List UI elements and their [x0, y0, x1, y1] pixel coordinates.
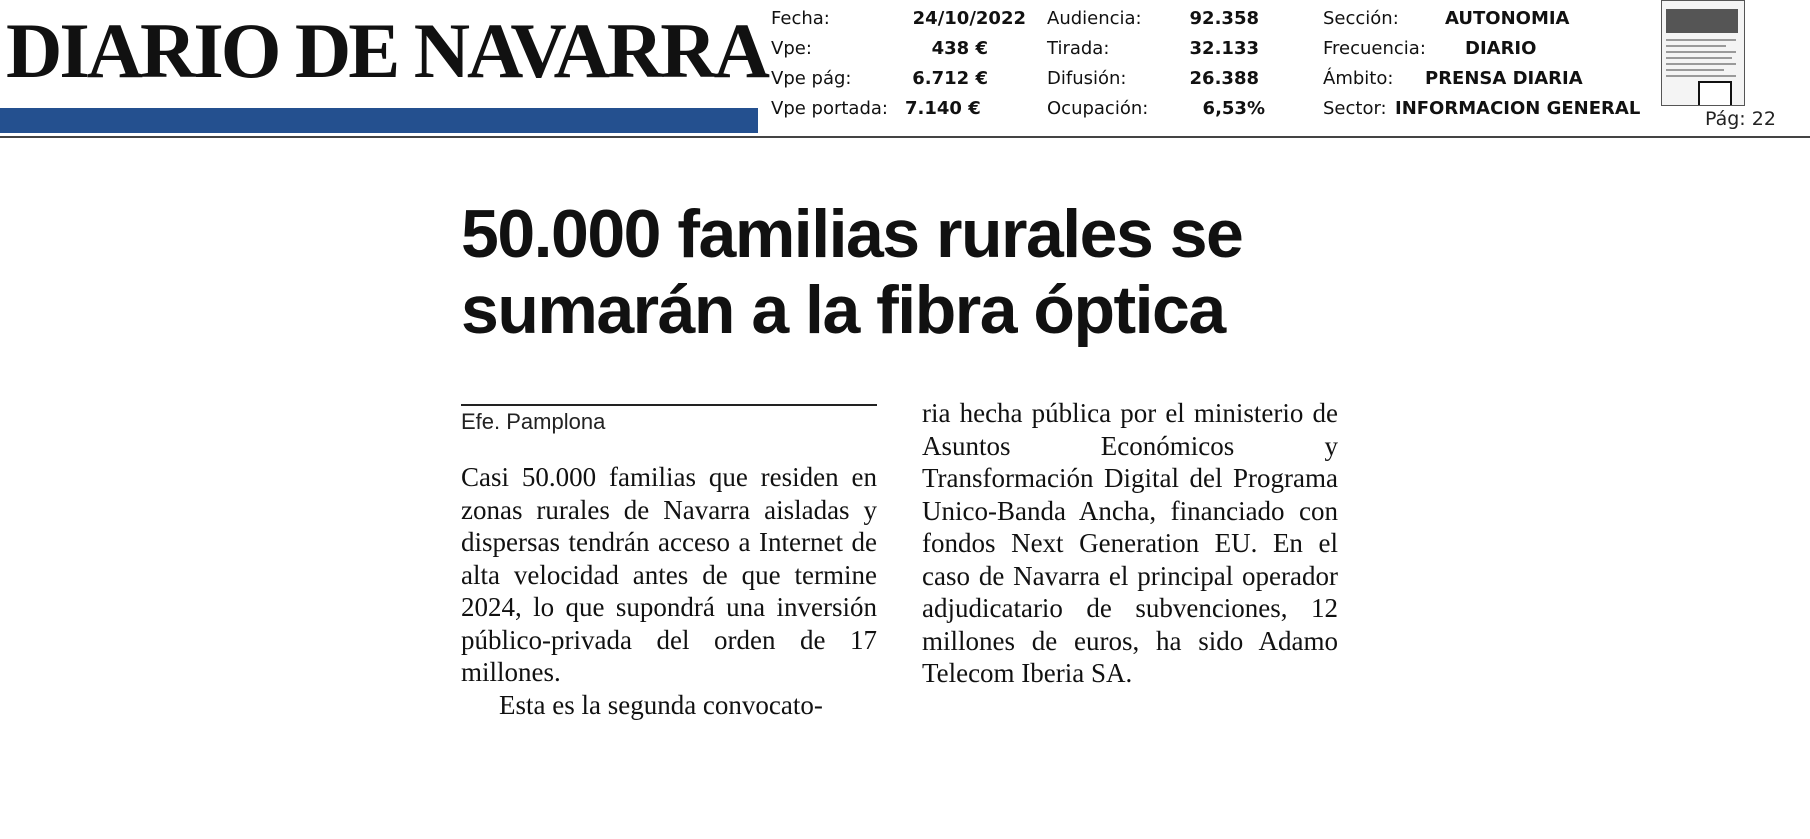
seccion-value: AUTONOMIA	[1445, 8, 1570, 29]
vpe-value: 438 €	[931, 38, 988, 59]
article-paragraph-2-continued: ria hecha pública por el ministerio de Asuntos Económicos y Transformación Digital del Programa Unico-Banda Ancha, financiado con fondos Next Generation EU. En el caso de Navarra el principal operador adjudicatario de subvenciones, 12 millones de euros, ha sido Adamo Telecom Iberia SA.	[922, 398, 1338, 688]
meta-row-audiencia	[1047, 4, 1265, 34]
frecuencia-value: DIARIO	[1465, 38, 1537, 59]
meta-row-vpe-pag	[771, 64, 1026, 94]
meta-row-ocupacion	[1047, 94, 1265, 124]
vpe-portada-label: Vpe portada:	[771, 98, 888, 119]
seccion-label: Sección:	[1323, 8, 1399, 29]
audiencia-label: Audiencia:	[1047, 8, 1142, 29]
meta-row-difusion	[1047, 64, 1265, 94]
meta-row-seccion	[1323, 4, 1663, 34]
article-headline	[461, 196, 1361, 348]
tirada-value: 32.133	[1189, 38, 1259, 59]
meta-column-2	[1047, 4, 1265, 124]
page-number: Pág: 22	[1705, 108, 1776, 130]
meta-row-ambito	[1323, 64, 1663, 94]
ambito-label: Ámbito:	[1323, 68, 1394, 89]
article-byline: Efe. Pamplona	[461, 409, 606, 434]
meta-row-frecuencia	[1323, 34, 1663, 64]
meta-row-tirada	[1047, 34, 1265, 64]
tirada-label: Tirada:	[1047, 38, 1110, 59]
sector-value: INFORMACION GENERAL	[1395, 98, 1641, 119]
meta-column-3	[1323, 4, 1663, 124]
vpe-label: Vpe:	[771, 38, 812, 59]
meta-row-sector	[1323, 94, 1663, 124]
fecha-label: Fecha:	[771, 8, 830, 29]
headline-line-2: sumarán a la fibra óptica	[461, 272, 1225, 348]
vpe-portada-value: 7.140 €	[905, 98, 981, 119]
meta-row-fecha	[771, 4, 1026, 34]
headline-line-1: 50.000 familias rurales se	[461, 196, 1243, 272]
difusion-value: 26.388	[1189, 68, 1259, 89]
audiencia-value: 92.358	[1189, 8, 1259, 29]
sector-label: Sector:	[1323, 98, 1387, 119]
difusion-label: Difusión:	[1047, 68, 1127, 89]
frecuencia-label: Frecuencia:	[1323, 38, 1426, 59]
vpe-pag-label: Vpe pág:	[771, 68, 852, 89]
ocupacion-label: Ocupación:	[1047, 98, 1149, 119]
fecha-value: 24/10/2022	[912, 8, 1026, 29]
article-paragraph-1: Casi 50.000 familias que residen en zonas rurales de Navarra aisladas y dispersas tendrán acceso a Internet de alta velocidad antes de que termine 2024, lo que supondrá una inversión público-privada del orden de 17 millones.	[461, 462, 877, 687]
meta-row-vpe-portada	[771, 94, 1026, 124]
article-column-left	[461, 461, 877, 721]
meta-row-vpe	[771, 34, 1026, 64]
article-paragraph-2-start: Esta es la segunda convocato-	[499, 689, 823, 720]
newspaper-logo: DIARIO DE NAVARRA	[6, 7, 767, 94]
vpe-pag-value: 6.712 €	[912, 68, 988, 89]
page-thumbnail	[1661, 0, 1745, 106]
thumbnail-article-highlight	[1698, 81, 1732, 106]
article-column-right	[922, 397, 1338, 690]
header-divider	[0, 136, 1810, 138]
meta-column-1	[771, 4, 1026, 124]
byline-divider	[461, 404, 877, 406]
ambito-value: PRENSA DIARIA	[1425, 68, 1583, 89]
thumbnail-photo	[1666, 9, 1738, 33]
ocupacion-value: 6,53%	[1202, 98, 1265, 119]
brand-bar	[0, 108, 758, 133]
